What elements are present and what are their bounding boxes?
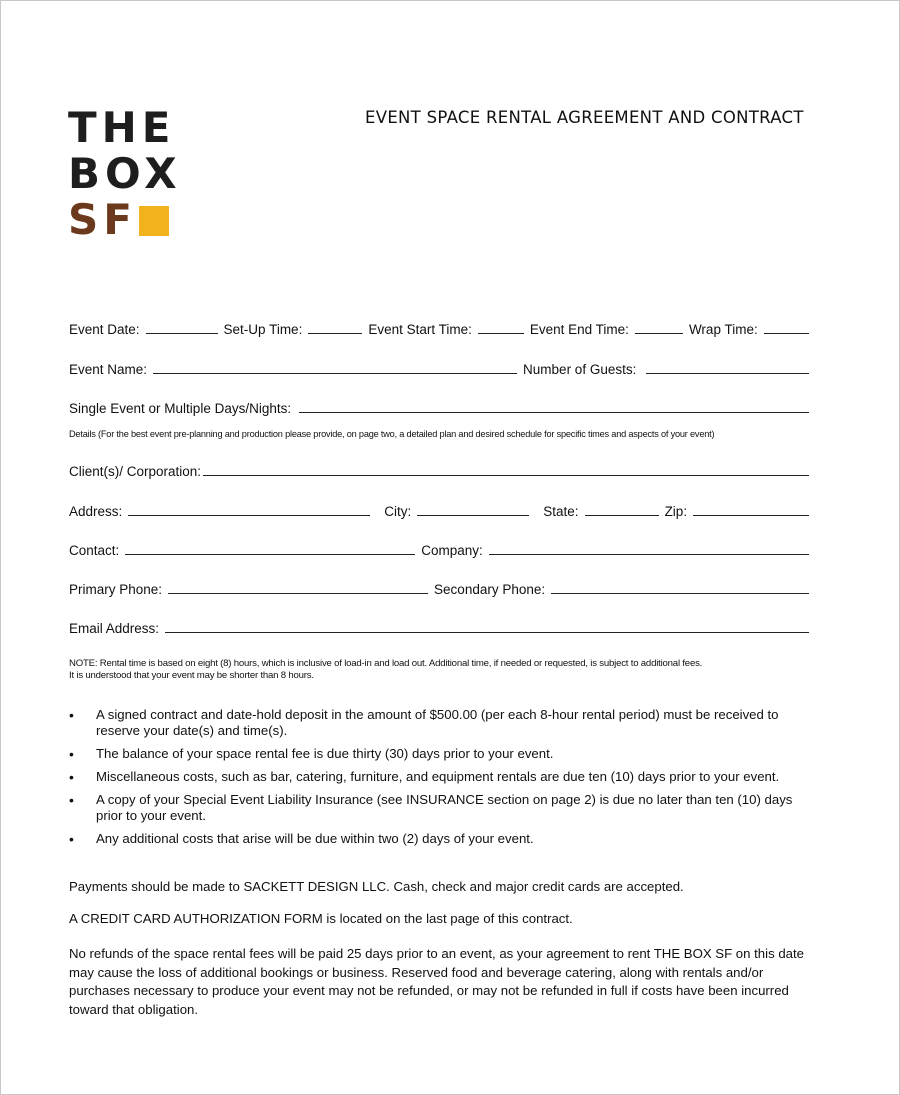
number-of-guests-label: Number of Guests:: [523, 362, 637, 377]
bullet-icon: •: [69, 831, 74, 847]
address-label: Address:: [69, 504, 123, 519]
credit-card-paragraph: A CREDIT CARD AUTHORIZATION FORM is located on the last page of this contract.: [69, 911, 573, 926]
wrap-time-label: Wrap Time:: [688, 322, 758, 337]
city-label: City:: [384, 504, 412, 519]
form-row-address: [69, 504, 809, 519]
primary-phone-label: Primary Phone:: [69, 582, 163, 597]
form-row-event-name: [69, 362, 809, 377]
form-row-email: [69, 621, 809, 636]
document-title: EVENT SPACE RENTAL AGREEMENT AND CONTRACT: [365, 108, 804, 127]
refunds-paragraph: No refunds of the space rental fees will be paid 25 days prior to an event, as your agreement to rent THE BOX SF on this date may cause the loss of additional bookings or business. Reserved food and beverage catering, along with rentals and/or purchases necessary to produce your event may not be refunded, or may not be refunded in full if costs have been incurred toward that obligation.: [69, 946, 804, 1017]
list-item: [69, 769, 809, 785]
bullet-icon: •: [69, 746, 74, 762]
note-line-2: It is understood that your event may be shorter than 8 hours.: [69, 670, 314, 681]
company-label: Company:: [421, 543, 483, 558]
terms-list: [69, 707, 809, 854]
form-row-times: [69, 322, 809, 337]
list-item-text: Any additional costs that arise will be due within two (2) days of your event.: [96, 831, 534, 846]
logo-line-box: BOX: [68, 149, 182, 198]
contact-label: Contact:: [69, 543, 120, 558]
list-item-text: The balance of your space rental fee is due thirty (30) days prior to your event.: [96, 746, 554, 761]
event-end-time-field[interactable]: [635, 323, 683, 334]
form-row-client: [69, 464, 809, 479]
email-address-field[interactable]: [165, 622, 809, 633]
event-name-label: Event Name:: [69, 362, 148, 377]
secondary-phone-label: Secondary Phone:: [434, 582, 546, 597]
event-name-field[interactable]: [153, 363, 517, 374]
contact-field[interactable]: [125, 544, 415, 555]
list-item-text: A copy of your Special Event Liability Insurance (see INSURANCE section on page 2) is due no later than ten (10) days prior to your event.: [96, 792, 793, 823]
logo-square-icon: [139, 206, 169, 236]
list-item: [69, 707, 809, 739]
logo-sf-text: SF: [68, 195, 137, 244]
bullet-icon: •: [69, 792, 74, 808]
logo-line-the: THE: [68, 103, 176, 152]
form-row-phone: [69, 582, 809, 597]
list-item: [69, 746, 809, 762]
event-date-label: Event Date:: [69, 322, 140, 337]
company-field[interactable]: [489, 544, 809, 555]
client-corporation-field[interactable]: [203, 465, 809, 476]
number-of-guests-field[interactable]: [646, 363, 809, 374]
state-field[interactable]: [585, 505, 659, 516]
address-field[interactable]: [128, 505, 370, 516]
event-date-field[interactable]: [146, 323, 218, 334]
rental-time-note: [69, 658, 829, 682]
note-line-1: NOTE: Rental time is based on eight (8) hours, which is inclusive of load-in and load out. Additional time, if needed or requested, is subject to additional fees.: [69, 658, 703, 669]
bullet-icon: •: [69, 769, 74, 785]
event-start-time-label: Event Start Time:: [368, 322, 472, 337]
secondary-phone-field[interactable]: [551, 583, 809, 594]
form-row-single-multiple: [69, 401, 809, 416]
list-item-text: Miscellaneous costs, such as bar, catering, furniture, and equipment rentals are due ten (10) days prior to your event.: [96, 769, 780, 784]
list-item-text: A signed contract and date-hold deposit in the amount of $500.00 (per each 8-hour rental period) must be received to reserve your date(s) and time(s).: [96, 707, 779, 738]
logo-line-sf: [68, 195, 182, 244]
wrap-time-field[interactable]: [764, 323, 809, 334]
single-multiple-label: Single Event or Multiple Days/Nights:: [69, 401, 292, 416]
primary-phone-field[interactable]: [168, 583, 428, 594]
state-label: State:: [543, 504, 579, 519]
event-end-time-label: Event End Time:: [529, 322, 629, 337]
single-multiple-field[interactable]: [299, 402, 809, 413]
list-item: [69, 831, 809, 847]
bullet-icon: •: [69, 707, 74, 723]
setup-time-label: Set-Up Time:: [223, 322, 303, 337]
payments-paragraph: Payments should be made to SACKETT DESIGN LLC. Cash, check and major credit cards are accepted.: [69, 879, 684, 894]
zip-field[interactable]: [693, 505, 809, 516]
setup-time-field[interactable]: [308, 323, 362, 334]
details-note: Details (For the best event pre-planning and production please provide, on page two, a detailed plan and desired schedule for specific times and aspects of your event): [69, 429, 715, 439]
city-field[interactable]: [417, 505, 529, 516]
form-row-contact: [69, 543, 809, 558]
client-corporation-label: Client(s)/ Corporation:: [69, 464, 202, 479]
email-address-label: Email Address:: [69, 621, 160, 636]
event-start-time-field[interactable]: [478, 323, 524, 334]
zip-label: Zip:: [664, 504, 688, 519]
the-box-sf-logo: [68, 103, 182, 244]
list-item: [69, 792, 809, 824]
